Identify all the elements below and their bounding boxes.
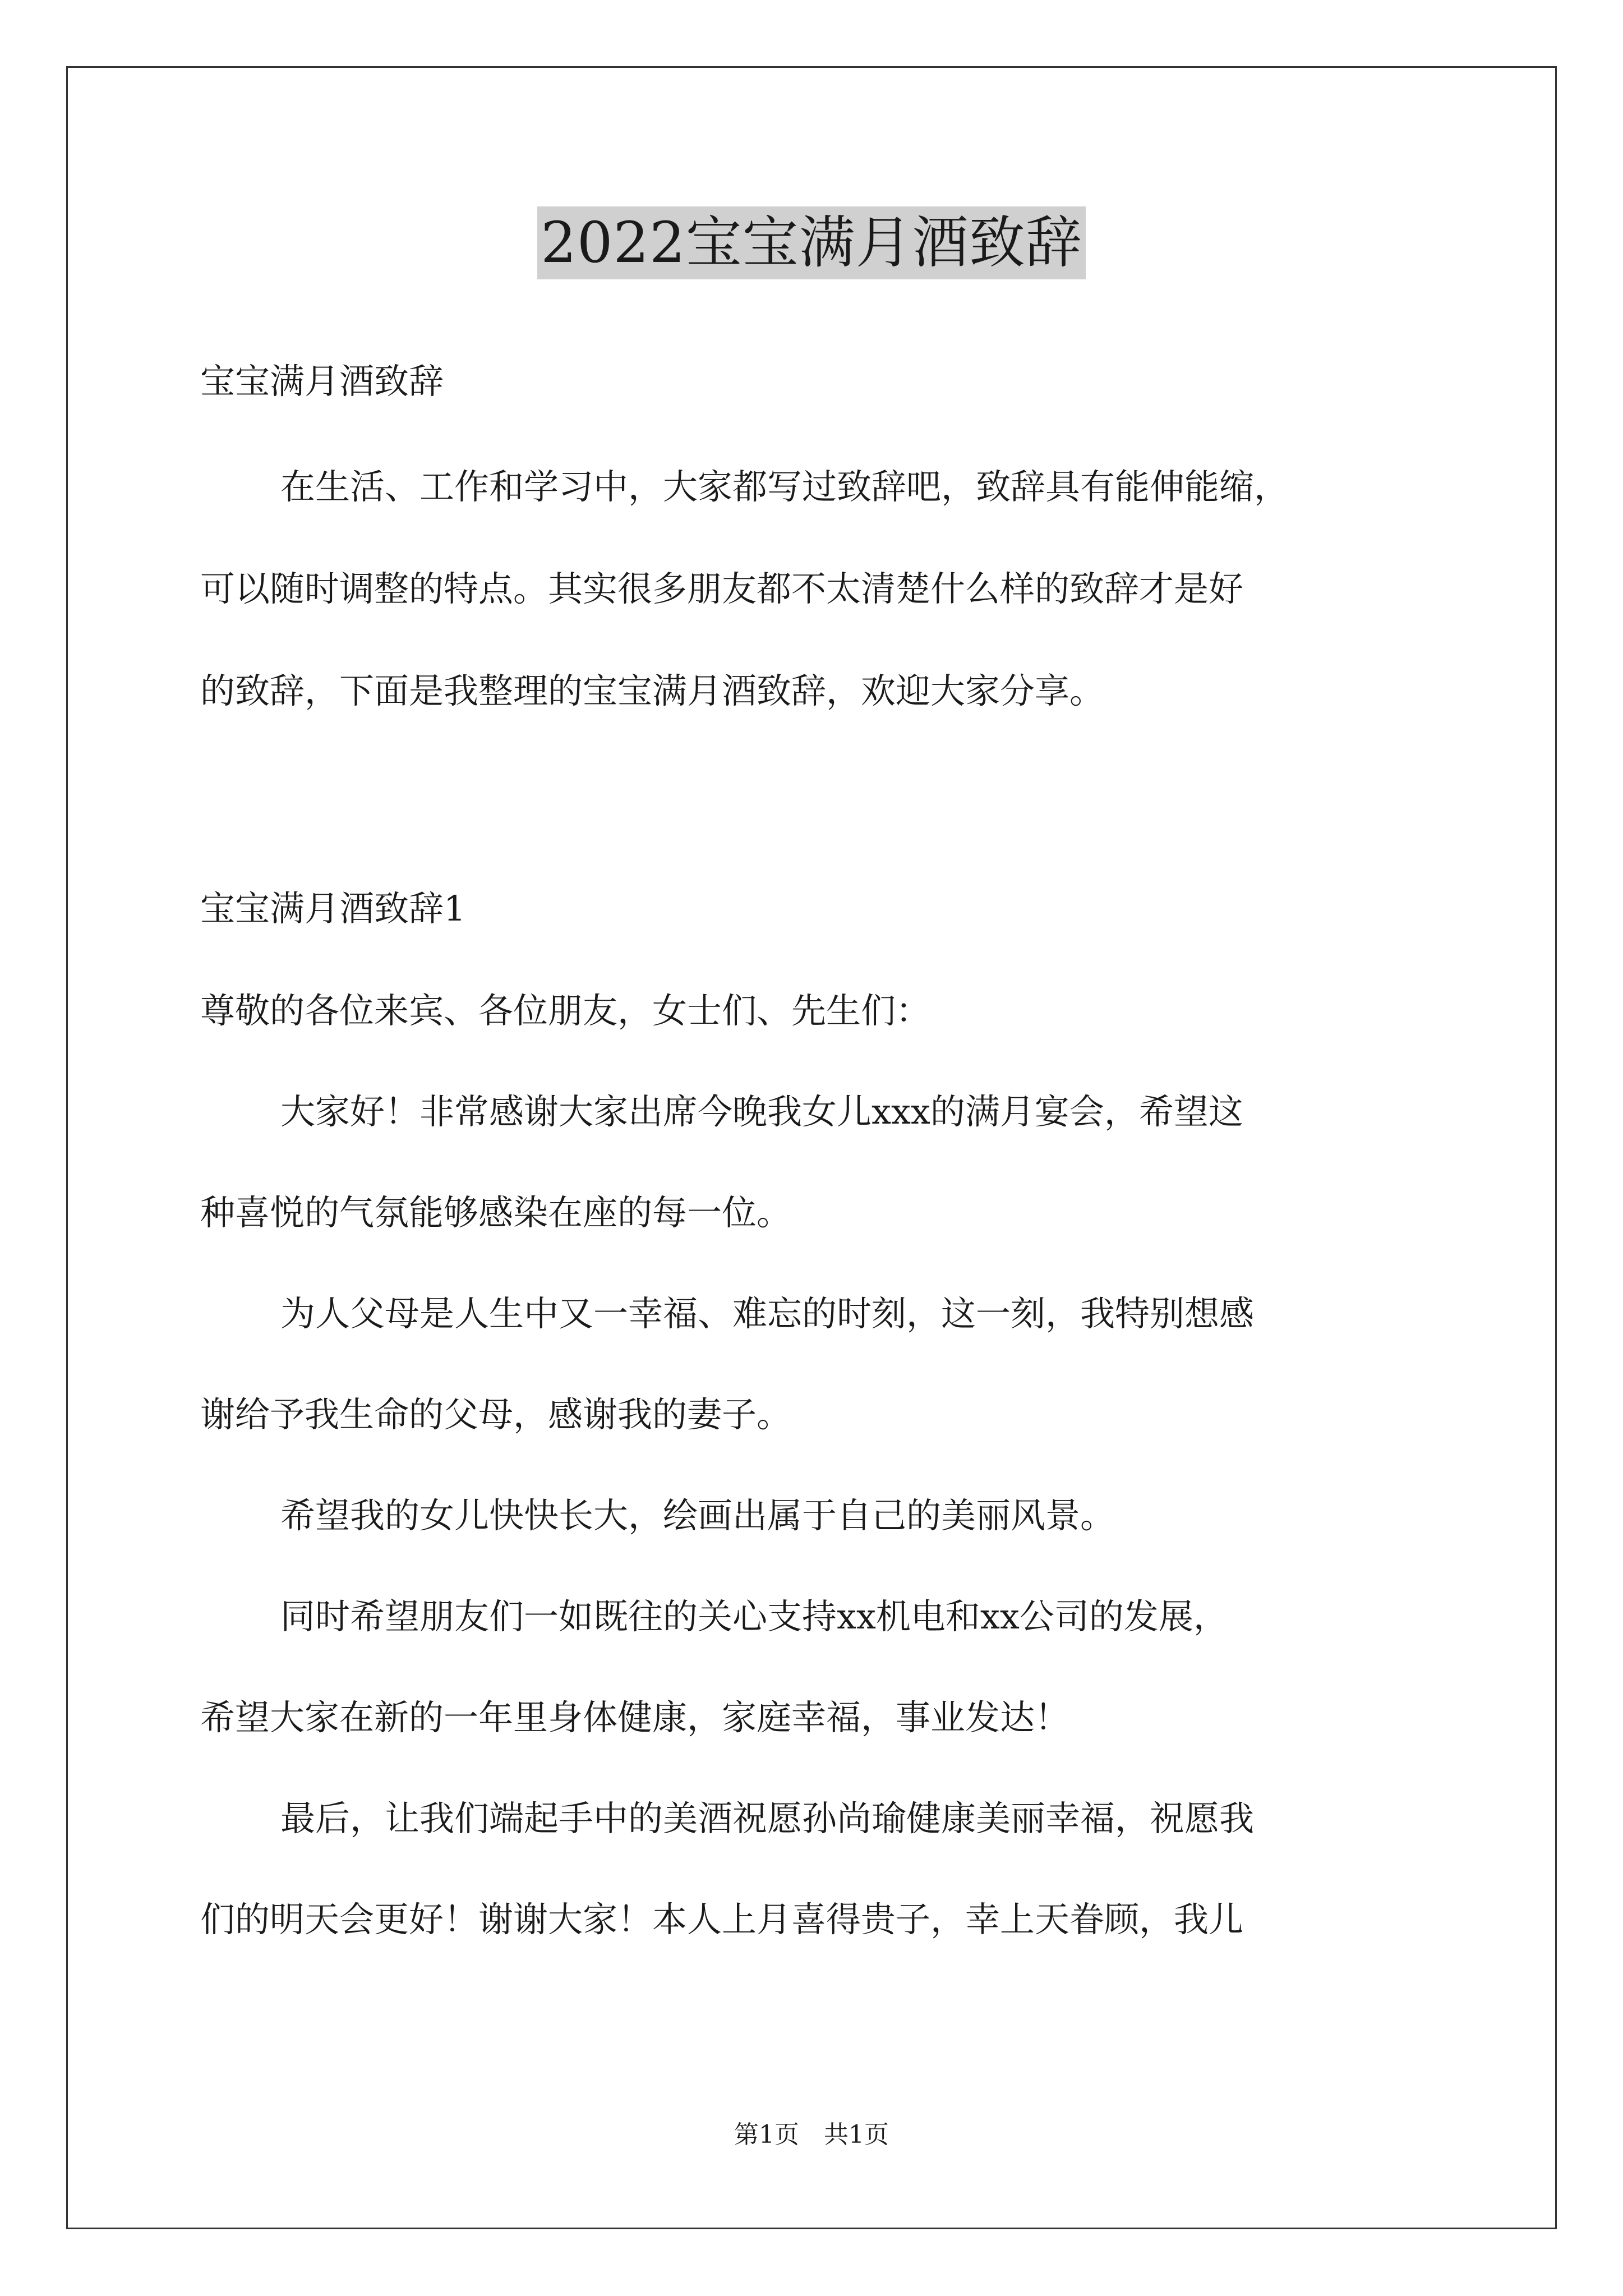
document-title: 2022宝宝满月酒致辞 [537, 206, 1086, 279]
section-heading-intro: 宝宝满月酒致辞 [200, 361, 444, 402]
title-container [0, 206, 1623, 279]
paragraph-line: 种喜悦的气氛能够感染在座的每一位。 [200, 1192, 792, 1233]
paragraph-line: 可以随时调整的特点。其实很多朋友都不太清楚什么样的致辞才是好 [200, 568, 1244, 609]
paragraph-line: 谢给予我生命的父母，感谢我的妻子。 [200, 1394, 792, 1435]
paragraph-line: 为人父母是人生中又一幸福、难忘的时刻，这一刻，我特别想感 [280, 1293, 1255, 1334]
paragraph-line: 希望大家在新的一年里身体健康，家庭幸福，事业发达！ [200, 1697, 1070, 1738]
paragraph-line: 的致辞，下面是我整理的宝宝满月酒致辞，欢迎大家分享。 [200, 670, 1105, 711]
paragraph-line: 们的明天会更好！谢谢大家！本人上月喜得贵子，幸上天眷顾，我儿 [200, 1899, 1244, 1940]
paragraph-line: 同时希望朋友们一如既往的关心支持xx机电和xx公司的发展， [280, 1596, 1228, 1637]
paragraph-line: 最后，让我们端起手中的美酒祝愿孙尚瑜健康美丽幸福，祝愿我 [280, 1798, 1255, 1839]
page-footer: 第1页 共1页 [734, 2120, 889, 2149]
salutation: 尊敬的各位来宾、各位朋友，女士们、先生们： [200, 990, 931, 1031]
paragraph-line: 希望我的女儿快快长大，绘画出属于自己的美丽风景。 [280, 1495, 1115, 1536]
paragraph-line: 在生活、工作和学习中，大家都写过致辞吧，致辞具有能伸能缩， [280, 466, 1289, 507]
paragraph-line: 大家好！非常感谢大家出席今晚我女儿xxx的满月宴会，希望这 [280, 1091, 1243, 1132]
section-heading-1: 宝宝满月酒致辞1 [200, 888, 466, 929]
